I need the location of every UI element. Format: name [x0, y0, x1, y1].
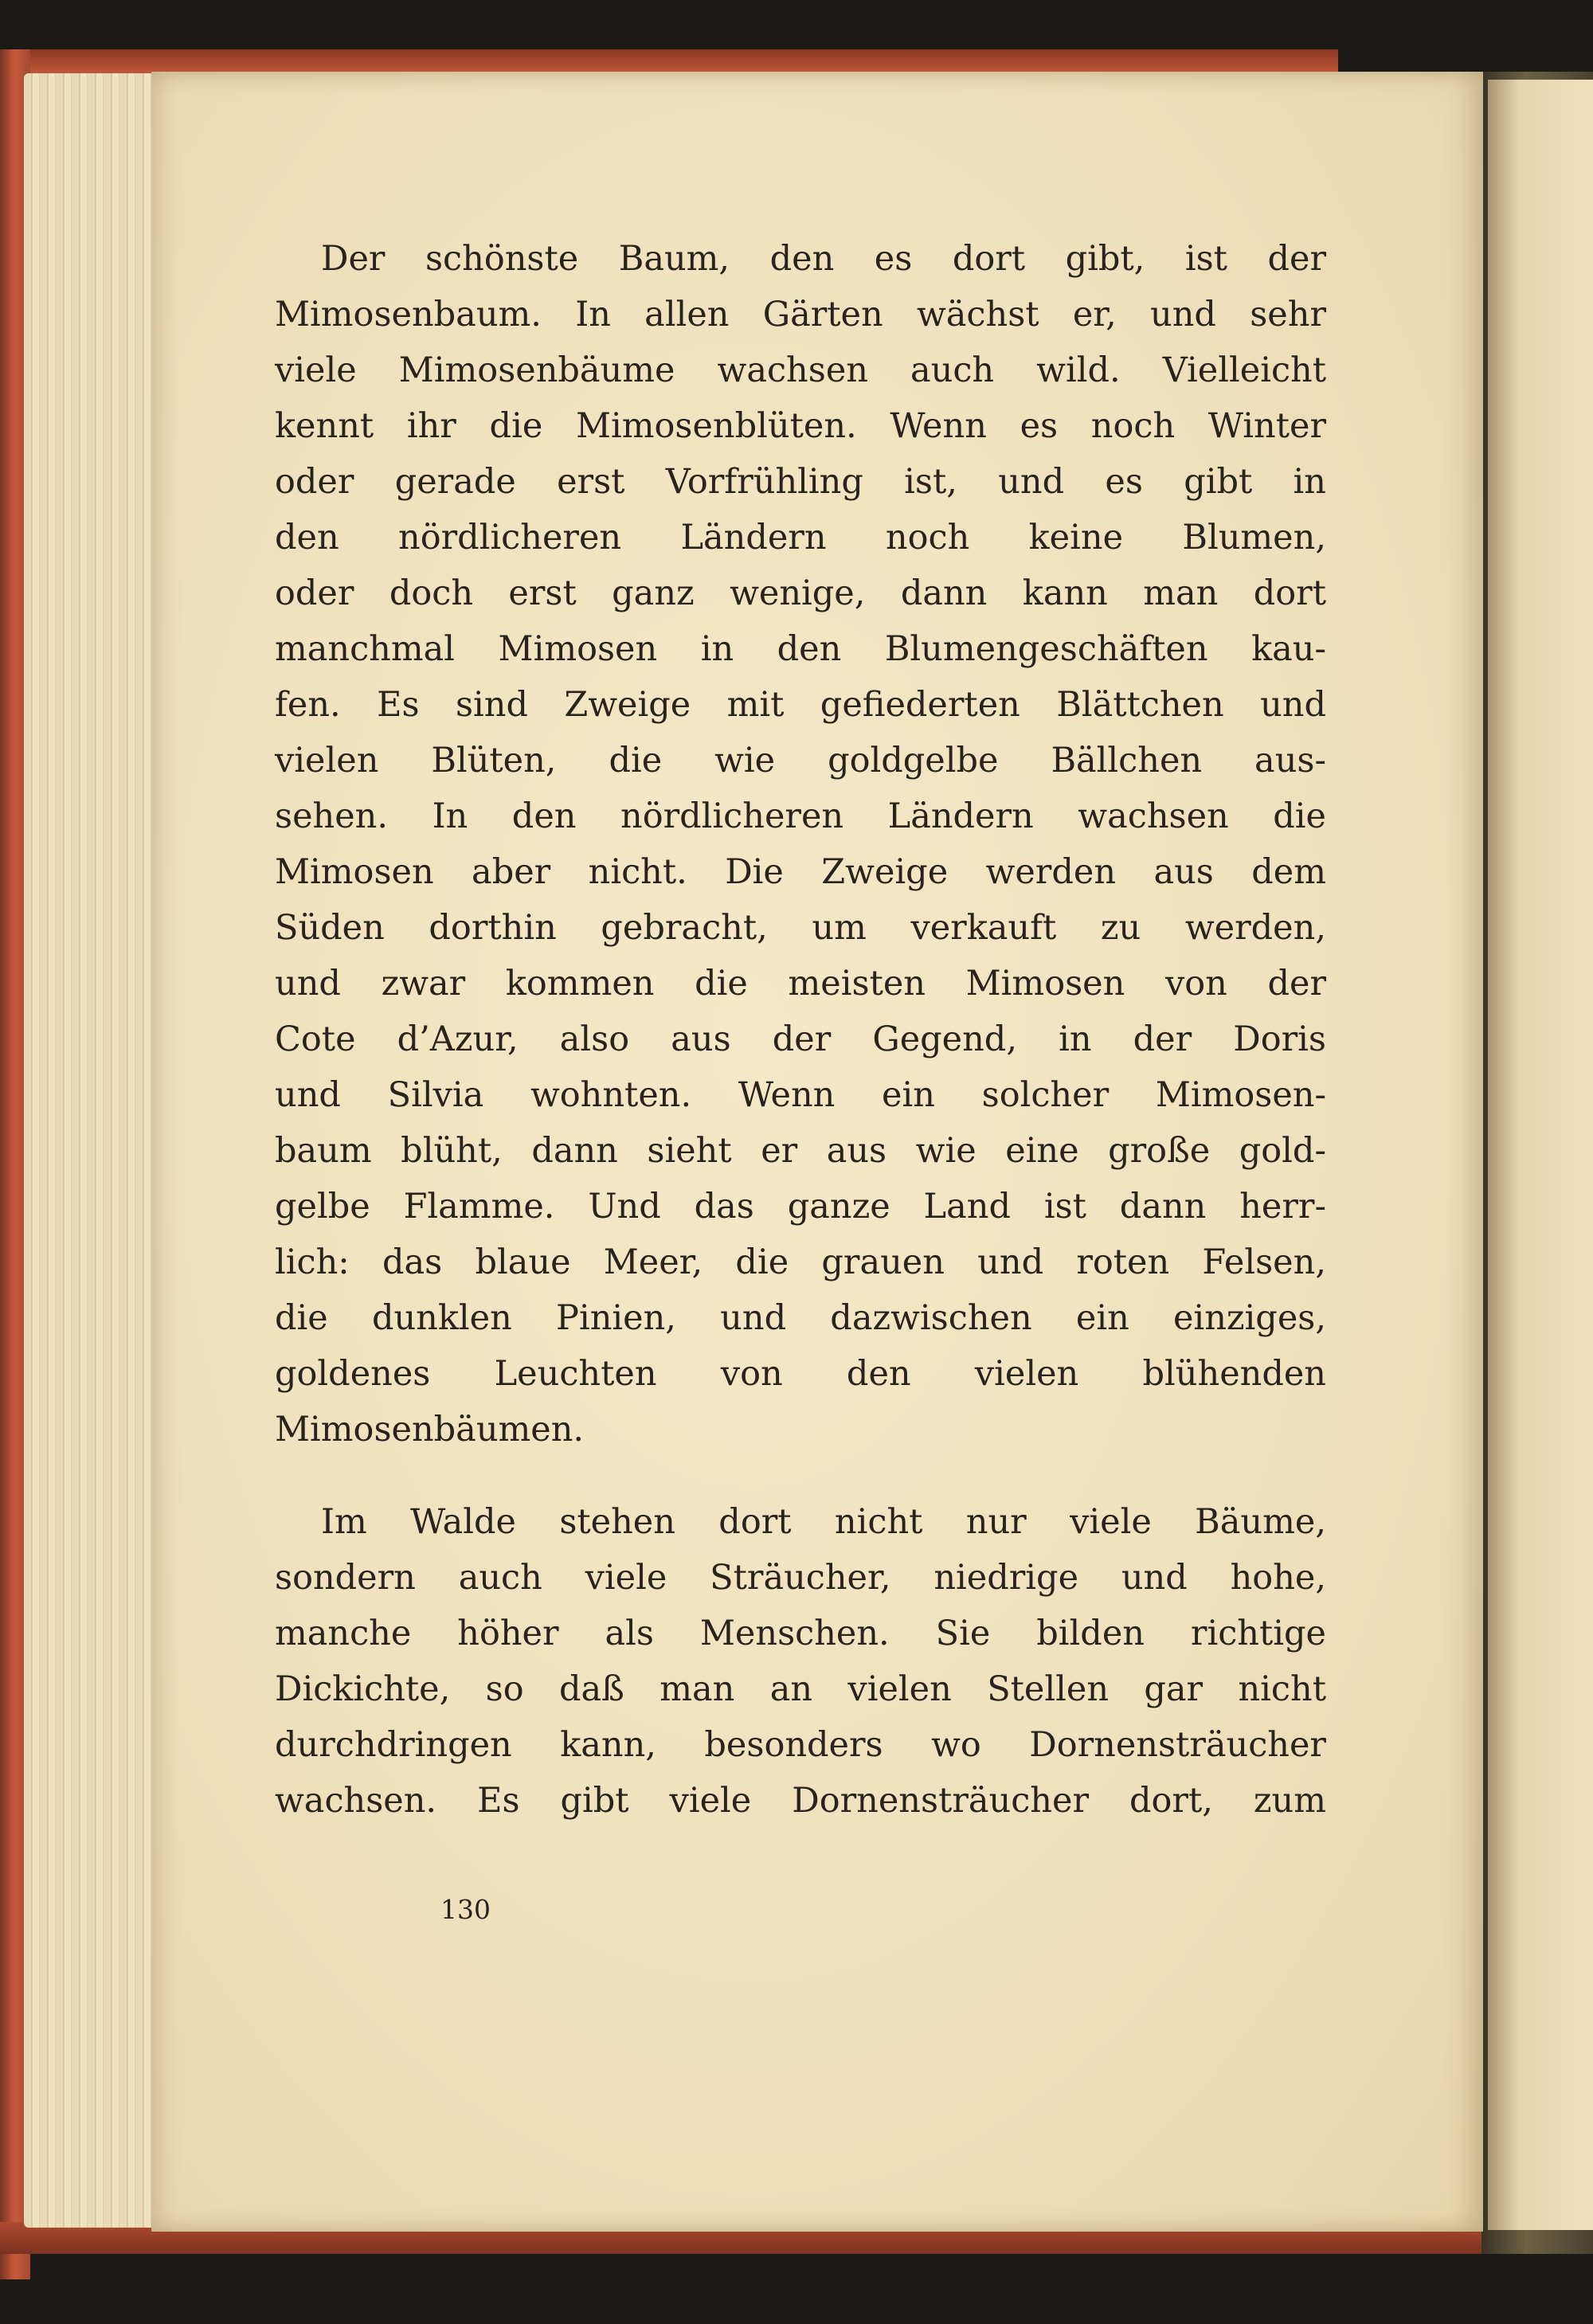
- text-line: manchmal Mimosen in den Blumengeschäften kau-: [275, 629, 1326, 669]
- text-line: Dickichte, so daß man an vielen Stellen gar nicht: [275, 1669, 1326, 1709]
- text-line: oder doch erst ganz wenige, dann kann man dort: [275, 573, 1326, 613]
- facing-page-edge: [1488, 80, 1593, 2230]
- stacked-page-edges: [24, 73, 159, 2228]
- paragraph-gap: [275, 1457, 1326, 1494]
- text-line: manche höher als Menschen. Sie bilden richtige: [275, 1614, 1326, 1653]
- text-line: gelbe Flamme. Und das ganze Land ist dann herr-: [275, 1187, 1326, 1227]
- text-line: Cote d’Azur, also aus der Gegend, in der Doris: [275, 1019, 1326, 1059]
- text-line: kennt ihr die Mimosenblüten. Wenn es noch Winter: [275, 406, 1326, 446]
- paragraph-2: [275, 1494, 1326, 1829]
- page-text: [275, 231, 1326, 1829]
- text-line: sondern auch viele Sträucher, niedrige und hohe,: [275, 1558, 1326, 1598]
- text-line: Im Walde stehen dort nicht nur viele Bäume,: [321, 1502, 1326, 1542]
- text-line: und Silvia wohnten. Wenn ein solcher Mimosen-: [275, 1075, 1326, 1115]
- text-line: den nördlicheren Ländern noch keine Blumen,: [275, 518, 1326, 558]
- paragraph-1: [275, 231, 1326, 1457]
- text-line: baum blüht, dann sieht er aus wie eine große gold-: [275, 1131, 1326, 1171]
- text-line: Mimosenbaum. In allen Gärten wächst er, und sehr: [275, 295, 1326, 335]
- text-line: vielen Blüten, die wie goldgelbe Bällchen aus-: [275, 741, 1326, 781]
- text-line: lich: das blaue Meer, die grauen und roten Felsen,: [275, 1242, 1326, 1282]
- text-line: oder gerade erst Vorfrühling ist, und es gibt in: [275, 462, 1326, 502]
- text-line: und zwar kommen die meisten Mimosen von der: [275, 964, 1326, 1004]
- text-line: wachsen. Es gibt viele Dornensträucher dort, zum: [275, 1781, 1326, 1821]
- text-line: Der schönste Baum, den es dort gibt, ist der: [321, 239, 1326, 279]
- page-number: 130: [440, 1894, 491, 1925]
- text-line: goldenes Leuchten von den vielen blühenden: [275, 1354, 1326, 1394]
- text-line: Mimosen aber nicht. Die Zweige werden aus dem: [275, 852, 1326, 892]
- text-line: viele Mimosenbäume wachsen auch wild. Vielleicht: [275, 350, 1326, 390]
- text-line: Süden dorthin gebracht, um verkauft zu werden,: [275, 908, 1326, 948]
- text-line: die dunklen Pinien, und dazwischen ein einziges,: [275, 1298, 1326, 1338]
- text-line: durchdringen kann, besonders wo Dornensträucher: [275, 1725, 1326, 1765]
- text-line: Mimosenbäumen.: [275, 1410, 585, 1450]
- text-line: sehen. In den nördlicheren Ländern wachsen die: [275, 796, 1326, 836]
- text-line: fen. Es sind Zweige mit gefiederten Blättchen und: [275, 685, 1326, 725]
